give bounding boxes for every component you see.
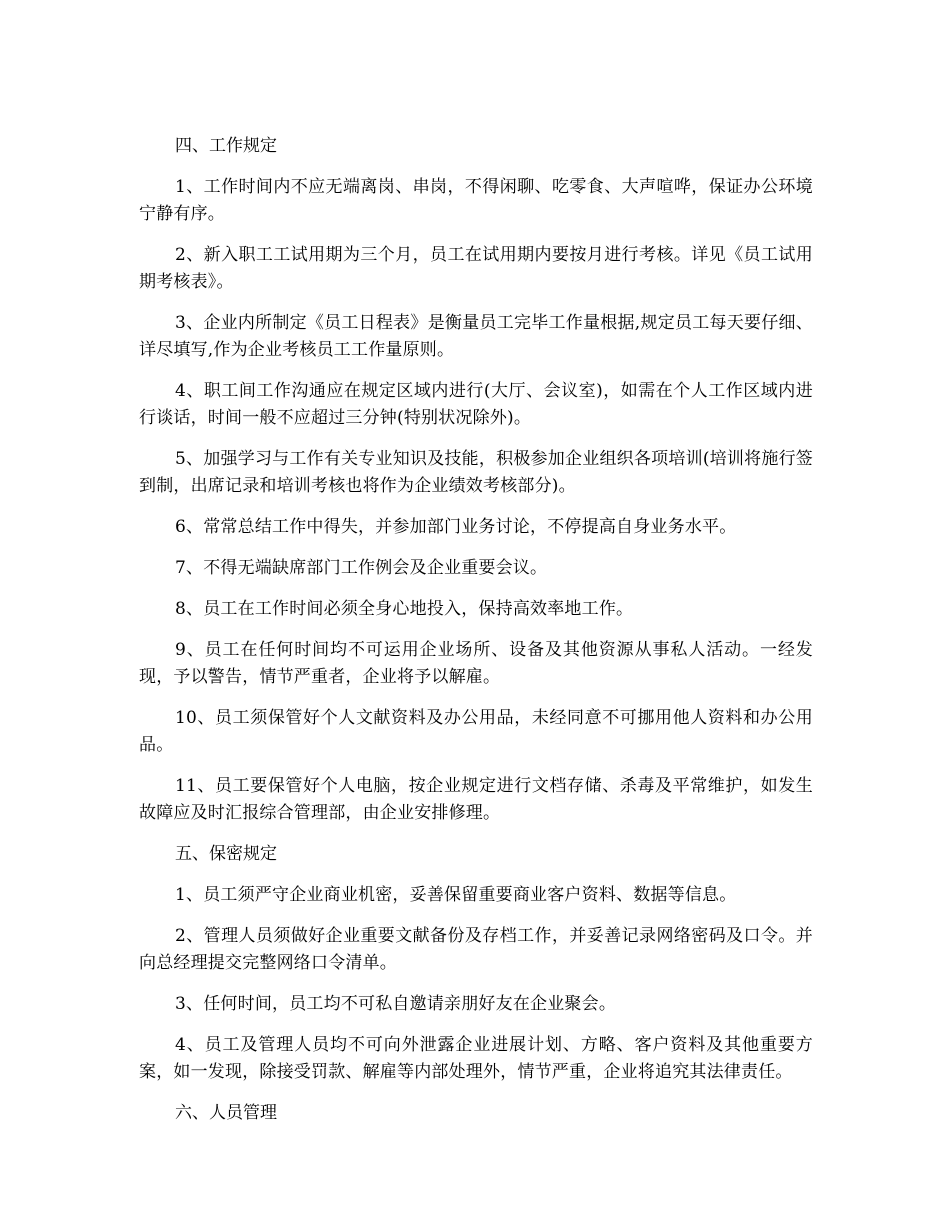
work-rule-item: 10、员工须保管好个人文献资料及办公用品，未经同意不可挪用他人资料和办公用品。 xyxy=(139,708,813,755)
work-rule-item: 3、企业内所制定《员工日程表》是衡量员工完毕工作量根据,规定员工每天要仔细、详尽填写,作为企业考核员工工作量原则。 xyxy=(139,313,813,360)
work-rule-item: 9、员工在任何时间均不可运用企业场所、设备及其他资源从事私人活动。一经发现，予以警告，情节严重者，企业将予以解雇。 xyxy=(139,640,813,687)
work-rule-item: 11、员工要保管好个人电脑，按企业规定进行文档存储、杀毒及平常维护，如发生故障应及时汇报综合管理部，由企业安排修理。 xyxy=(139,776,813,823)
confidentiality-rule-item: 3、任何时间，员工均不可私自邀请亲朋好友在企业聚会。 xyxy=(175,994,617,1014)
confidentiality-rule-item: 4、员工及管理人员均不可向外泄露企业进展计划、方略、客户资料及其他重要方案，如一发现，除接受罚款、解雇等内部处理外，情节严重，企业将追究其法律责任。 xyxy=(139,1035,813,1082)
confidentiality-rule-item: 2、管理人员须做好企业重要文献备份及存档工作，并妥善记录网络密码及口令。并向总经理提交完整网络口令清单。 xyxy=(139,926,813,973)
work-rule-item: 6、常常总结工作中得失，并参加部门业务讨论，不停提高自身业务水平。 xyxy=(175,517,737,537)
work-rule-item: 1、工作时间内不应无端离岗、串岗，不得闲聊、吃零食、大声喧哗，保证办公环境宁静有序。 xyxy=(139,177,813,224)
confidentiality-rule-item: 1、员工须严守企业商业机密，妥善保留重要商业客户资料、数据等信息。 xyxy=(175,885,737,905)
section-heading-confidentiality: 五、保密规定 xyxy=(175,844,277,864)
section-heading-work-rules: 四、工作规定 xyxy=(175,136,277,156)
work-rule-item: 8、员工在工作时间必须全身心地投入，保持高效率地工作。 xyxy=(175,599,634,619)
work-rule-item: 4、职工间工作沟通应在规定区域内进行(大厅、会议室)，如需在个人工作区域内进行谈话，时间一般不应超过三分钟(特别状况除外)。 xyxy=(139,381,813,428)
section-heading-personnel: 六、人员管理 xyxy=(175,1103,277,1123)
work-rule-item: 2、新入职工工试用期为三个月，员工在试用期内要按月进行考核。详见《员工试用期考核表》。 xyxy=(139,245,813,292)
document-body xyxy=(139,133,813,1141)
work-rule-item: 5、加强学习与工作有关专业知识及技能，积极参加企业组织各项培训(培训将施行签到制，出席记录和培训考核也将作为企业绩效考核部分)。 xyxy=(139,449,813,496)
work-rule-item: 7、不得无端缺席部门工作例会及企业重要会议。 xyxy=(175,558,548,578)
